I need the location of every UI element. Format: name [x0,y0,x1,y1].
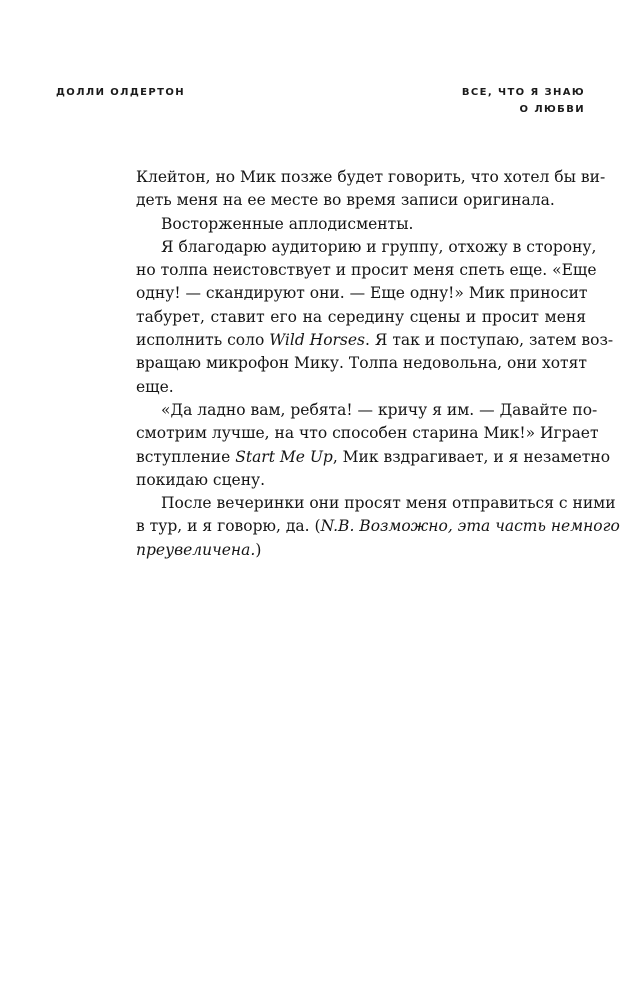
paragraph-4 [136,399,611,492]
text-line: Я благодарю аудиторию и группу, отхожу в сторону, [161,237,597,256]
song-title-wild-horses: Wild Horses [269,331,366,350]
text-line: деть меня на ее месте во время записи оригинала. [136,191,555,210]
author-note: N.B. Возможно, эта часть немного [320,517,620,536]
book-title-line-1: ВСЕ, ЧТО Я ЗНАЮ [461,87,585,98]
text-line: табурет, ставит его на середину сцены и просит меня [136,307,586,326]
running-head-title [462,84,585,118]
paragraph-1 [136,166,606,213]
text-run: , Мик вздрагивает, и я незаметно [332,447,611,466]
text-run: вступление [136,447,236,466]
text-run: исполнить соло [136,331,270,350]
text-line: «Да ладно вам, ребята! — кричу я им. — Давайте по- [161,400,598,419]
text-line [136,515,620,538]
book-title-line-2: О ЛЮБВИ [519,104,585,115]
text-line [136,446,611,469]
paragraph-2 [136,213,586,236]
song-title-start-me-up: Start Me Up [235,447,333,466]
text-run: . Я так и поступаю, затем воз- [365,331,614,350]
author-name: ДОЛЛИ ОЛДЕРТОН [56,87,186,98]
paragraph-3 [136,236,614,399]
text-run: ) [255,540,262,559]
text-line: но толпа неистовствует и просит меня спеть еще. «Еще [136,261,597,280]
text-line: вращаю микрофон Мику. Толпа недовольна, они хотят [136,354,587,373]
text-line: Восторженные аплодисменты. [161,214,414,233]
author-note: преувеличена. [136,540,256,559]
text-line: После вечеринки они просят меня отправиться с ними [161,494,616,513]
text-line: Клейтон, но Мик позже будет говорить, что хотел бы ви- [136,168,606,186]
text-line: смотрим лучше, на что способен старина Мик!» Играет [136,424,599,443]
page-body [136,166,620,562]
text-run: в тур, и я говорю, да. ( [136,517,321,536]
text-line [136,329,614,352]
text-line: еще. [136,377,174,396]
text-line: одну! — скандируют они. — Еще одну!» Мик приносит [136,284,588,303]
paragraph-5 [136,492,620,562]
text-line: покидаю сцену. [136,470,266,489]
text-line [136,539,586,562]
running-head-author [56,84,185,101]
